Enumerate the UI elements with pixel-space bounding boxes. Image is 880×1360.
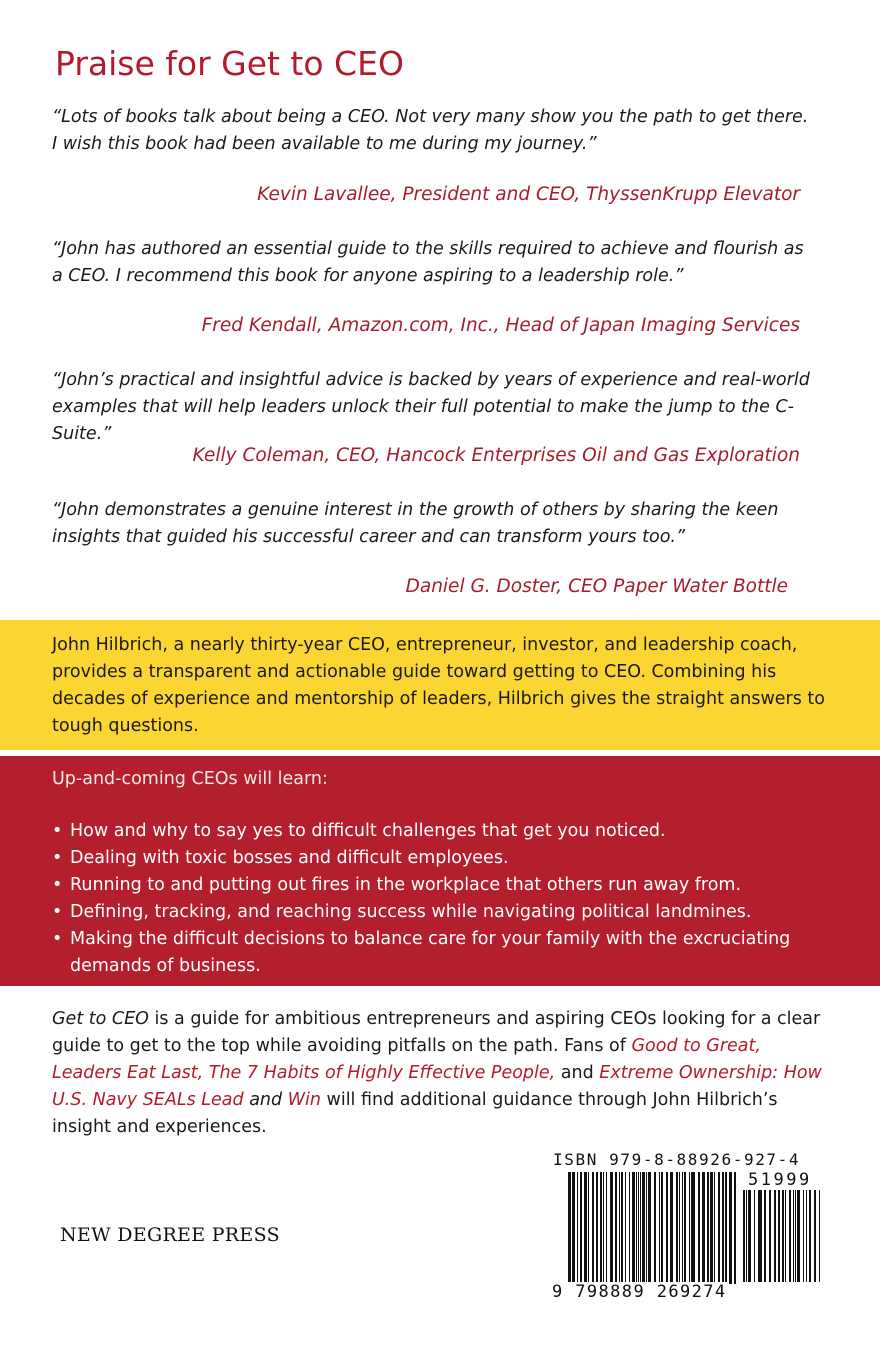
barcode-bar xyxy=(769,1190,771,1282)
barcode-bar xyxy=(682,1172,683,1284)
author-summary: John Hilbrich, a nearly thirty-year CEO, entrepreneur, investor, and leadership coach, provides a transparent and actionable guide toward getting to CEO. Combining his decades of experience and mentorship of leaders, Hilbrich gives the straight answers to tough questions. xyxy=(52,635,825,736)
barcode-bar xyxy=(734,1172,736,1284)
barcode-bar xyxy=(710,1172,713,1284)
book-title: Get to CEO xyxy=(52,1009,149,1029)
related-book-titles: Good to Great, Leaders Eat Last, The 7 Habits of Highly Effective People, xyxy=(52,1036,761,1083)
barcode-bar xyxy=(606,1172,607,1284)
praise-quote: “John’s practical and insightful advice is backed by years of experience and real-world examples that will help leaders unlock their full potential to make the jump to the C-Suite.” xyxy=(52,370,810,444)
bullet-icon: • xyxy=(52,929,63,949)
praise-quote: “Lots of books talk about being a CEO. Not very many show you the path to get there. I wish this book had been available to me during my journey.” xyxy=(52,107,809,154)
barcode-bar xyxy=(636,1172,637,1284)
barcode-bar xyxy=(596,1172,598,1284)
list-item: • Defining, tracking, and reaching success while navigating political landmines. xyxy=(52,899,842,926)
barcode-bar xyxy=(754,1190,755,1282)
barcode-bar xyxy=(584,1172,587,1284)
barcode-bar xyxy=(648,1172,651,1284)
barcode-bar xyxy=(659,1172,660,1284)
barcode-bar xyxy=(714,1172,715,1284)
barcode-addon-digits: 51999 xyxy=(748,1170,812,1190)
barcode-bar xyxy=(625,1172,626,1284)
barcode-bar xyxy=(814,1190,816,1282)
barcode-bar xyxy=(619,1172,620,1284)
barcode-bar xyxy=(654,1172,656,1284)
barcode-bar xyxy=(785,1190,786,1282)
barcode-bar xyxy=(666,1172,668,1284)
learning-intro: Up-and-coming CEOs will learn: xyxy=(52,769,328,789)
related-book-title: Extreme Ownership: How U.S. Navy SEALs Lead xyxy=(52,1063,822,1110)
barcode-bar xyxy=(702,1172,705,1284)
barcode-bar xyxy=(748,1190,751,1282)
praise-quote: “John demonstrates a genuine interest in the growth of others by sharing the keen insights that guided his successful career and can transform yours too.” xyxy=(52,500,779,547)
barcode-bar xyxy=(684,1172,686,1284)
closing-paragraph: Get to CEO is a guide for ambitious entrepreneurs and aspiring CEOs looking for a clear guide to get to the top while avoiding pitfalls on the path. Fans of Good to Great, Leaders Eat Last, The 7 Habits of Highly Effective People, and Extreme Ownership: How U.S. Navy SEALs Lead and Win will find additional guidance through John Hilbrich’s insight and experiences. xyxy=(52,1009,822,1137)
barcode-bar xyxy=(679,1172,680,1284)
barcode-bar xyxy=(809,1190,811,1282)
barcode-bar xyxy=(782,1190,784,1282)
barcode-bar xyxy=(638,1172,639,1284)
barcode-bar xyxy=(615,1172,617,1284)
barcode-bar xyxy=(689,1172,690,1284)
barcode-bar xyxy=(789,1190,791,1282)
barcode-bar xyxy=(640,1172,641,1292)
barcode-bar xyxy=(592,1172,594,1284)
barcode-bar xyxy=(621,1172,623,1284)
learning-points-band xyxy=(0,756,880,986)
bullet-icon: • xyxy=(52,821,63,841)
barcode-bar xyxy=(797,1190,800,1282)
list-item: • How and why to say yes to difficult challenges that get you noticed. xyxy=(52,818,842,845)
praise-attribution: Kelly Coleman, CEO, Hancock Enterprises Oil and Gas Exploration xyxy=(192,445,800,466)
barcode-bar xyxy=(793,1190,794,1282)
barcode-bar xyxy=(803,1190,804,1282)
list-item: • Dealing with toxic bosses and difficult employees. xyxy=(52,845,842,872)
barcode-bar xyxy=(691,1172,695,1284)
barcode-bar xyxy=(676,1172,678,1284)
barcode-bar xyxy=(603,1172,604,1284)
barcode-bar xyxy=(806,1190,807,1282)
barcode-digits: 9 798889 269274 xyxy=(552,1282,727,1302)
list-item: • Making the difficult decisions to balance care for your family with the excruciating demands of business. xyxy=(52,926,842,980)
barcode-bar xyxy=(600,1172,602,1284)
related-book-title: Win xyxy=(287,1090,321,1110)
barcode-bar xyxy=(698,1172,700,1284)
barcode-bar xyxy=(764,1190,766,1282)
barcode-addon-icon xyxy=(743,1190,823,1290)
barcode-bar xyxy=(670,1172,673,1284)
bullet-icon: • xyxy=(52,875,63,895)
barcode-bar xyxy=(774,1190,776,1282)
barcode-bar xyxy=(707,1172,709,1284)
barcode-icon xyxy=(568,1172,738,1292)
author-summary-band xyxy=(0,620,880,750)
barcode-bar xyxy=(568,1172,571,1292)
publisher-name: NEW DEGREE PRESS xyxy=(60,1224,280,1246)
bullet-icon: • xyxy=(52,902,63,922)
barcode-bar xyxy=(795,1190,796,1282)
barcode-bar xyxy=(778,1190,780,1282)
praise-attribution: Daniel G. Doster, CEO Paper Water Bottle xyxy=(405,576,788,597)
barcode-bar xyxy=(646,1172,647,1284)
barcode-bar xyxy=(746,1190,747,1282)
isbn-label: ISBN 979-8-88926-927-4 xyxy=(553,1150,801,1169)
list-item: • Running to and putting out fires in the workplace that others run away from. xyxy=(52,872,842,899)
barcode-bar xyxy=(632,1172,635,1284)
bullet-icon: • xyxy=(52,848,63,868)
barcode-bar xyxy=(577,1172,578,1284)
barcode-bar xyxy=(758,1190,762,1282)
barcode-bar xyxy=(725,1172,727,1284)
praise-quote: “John has authored an essential guide to the skills required to achieve and flourish as a CEO. I recommend this book for anyone aspiring to a leadership role.” xyxy=(52,239,804,286)
barcode-bar xyxy=(819,1190,820,1282)
learning-list xyxy=(52,818,842,980)
barcode-bar xyxy=(572,1172,575,1292)
page-title: Praise for Get to CEO xyxy=(55,44,404,83)
barcode-bar xyxy=(588,1172,589,1284)
barcode-bar xyxy=(580,1172,582,1284)
barcode-bar xyxy=(629,1172,630,1284)
barcode-bar xyxy=(610,1172,613,1284)
barcode-bar xyxy=(718,1172,720,1292)
barcode-bar xyxy=(729,1172,732,1284)
praise-attribution: Kevin Lavallee, President and CEO, ThyssenKrupp Elevator xyxy=(257,184,800,205)
barcode-bar xyxy=(642,1172,645,1292)
barcode-bar xyxy=(743,1190,745,1282)
barcode-bar xyxy=(661,1172,663,1284)
barcode-bar xyxy=(722,1172,724,1292)
praise-attribution: Fred Kendall, Amazon.com, Inc., Head of Japan Imaging Services xyxy=(201,315,800,336)
